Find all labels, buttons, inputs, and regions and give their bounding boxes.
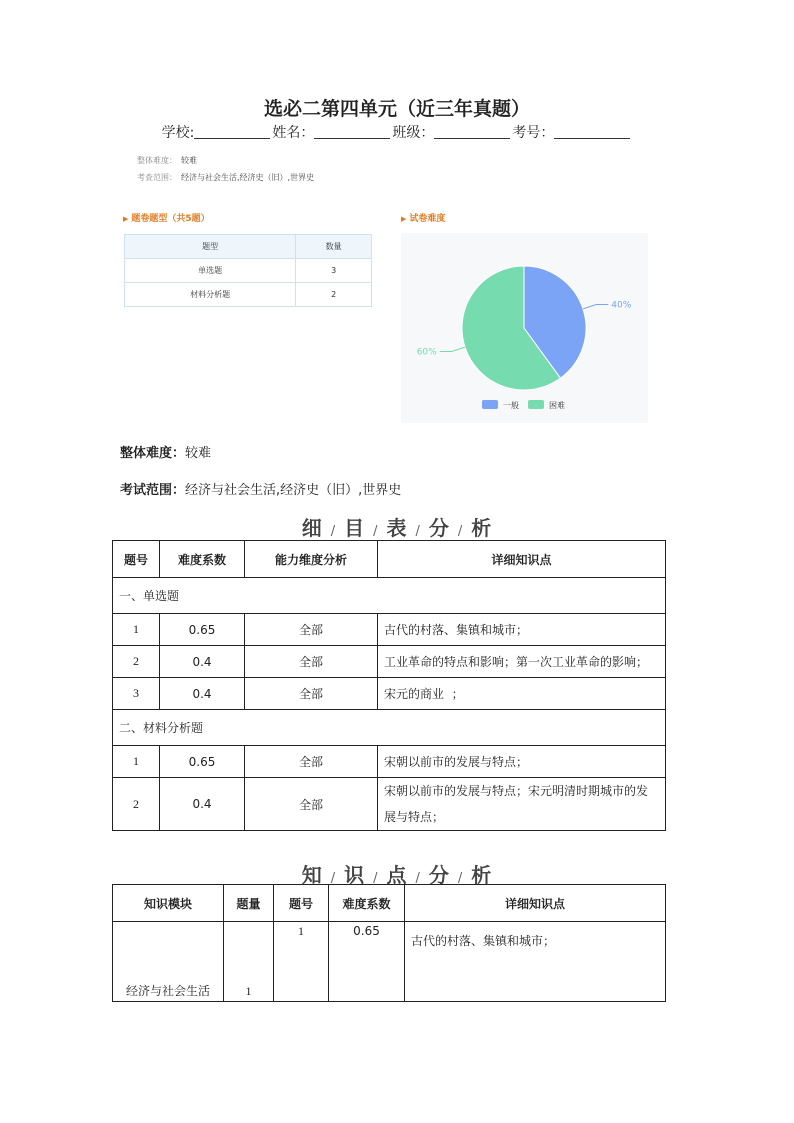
table-row — [125, 283, 372, 307]
question-number: 3 — [113, 678, 160, 710]
column-header: 题型 — [125, 235, 296, 259]
meta-scope-label: 考查范围： — [137, 173, 177, 182]
difficulty-coef: 0.4 — [160, 778, 245, 831]
pie-leader-line — [440, 347, 465, 351]
section-label: 一、单选题 — [113, 578, 666, 614]
difficulty-chart-heading: ▶ 试卷难度 — [401, 214, 446, 224]
table-row — [113, 922, 666, 1002]
summary-scope-label: 考试范围： — [120, 483, 186, 498]
table-cell: 3 — [296, 259, 372, 283]
knowledge-points: 古代的村落、集镇和城市； — [405, 922, 666, 1002]
question-number: 1 — [274, 922, 329, 1002]
legend-label: 一般 — [503, 401, 519, 410]
question-number: 2 — [113, 646, 160, 678]
school-label: 学校: — [161, 125, 195, 141]
meta-scope-value: 经济与社会生活,经济史（旧）,世界史 — [181, 173, 315, 182]
summary-difficulty — [120, 442, 211, 461]
knowledge-analysis-heading: 知 / 识 / 点 / 分 / 析 — [301, 863, 493, 887]
question-number: 2 — [113, 778, 160, 831]
meta-difficulty-label: 整体难度： — [137, 156, 177, 165]
table-row — [125, 259, 372, 283]
column-header: 知识模块 — [113, 885, 224, 922]
school-blank[interactable] — [194, 124, 270, 139]
pie-leader-line — [583, 305, 608, 309]
triangle-icon: ▶ — [123, 215, 129, 223]
legend-swatch — [528, 400, 544, 409]
column-header: 题量 — [224, 885, 274, 922]
knowledge-points: 古代的村落、集镇和城市； — [378, 614, 666, 646]
ability-dimension: 全部 — [245, 646, 378, 678]
exam-no-blank[interactable] — [554, 124, 630, 139]
column-header: 能力维度分析 — [245, 541, 378, 578]
difficulty-coef: 0.65 — [160, 614, 245, 646]
page-title: 选必二第四单元（近三年真题） — [263, 98, 530, 120]
detail-analysis-heading: 细 / 目 / 表 / 分 / 析 — [301, 516, 493, 540]
ability-dimension: 全部 — [245, 614, 378, 646]
pie-data-label: 60% — [416, 347, 437, 358]
knowledge-points: 宋朝以前市的发展与特点； — [378, 746, 666, 778]
meta-difficulty — [137, 155, 197, 166]
summary-scope-value: 经济与社会生活,经济史（旧）,世界史 — [185, 483, 402, 498]
column-header: 数量 — [296, 235, 372, 259]
table-row — [113, 778, 666, 831]
detail-table — [112, 540, 666, 831]
difficulty-coef: 0.65 — [329, 922, 405, 1002]
table-cell: 单选题 — [125, 259, 296, 283]
question-number: 1 — [113, 614, 160, 646]
table-header-row — [113, 885, 666, 922]
knowledge-points: 宋元的商业 ； — [378, 678, 666, 710]
summary-difficulty-value: 较难 — [185, 446, 212, 461]
table-cell: 2 — [296, 283, 372, 307]
difficulty-pie-chart — [401, 233, 648, 423]
table-row — [113, 746, 666, 778]
pie-data-label: 40% — [611, 300, 632, 311]
meta-difficulty-value: 较难 — [181, 156, 197, 165]
column-header: 题号 — [274, 885, 329, 922]
column-header: 详细知识点 — [405, 885, 666, 922]
difficulty-coef: 0.65 — [160, 746, 245, 778]
column-header: 难度系数 — [160, 541, 245, 578]
section-row — [113, 710, 666, 746]
question-count: 1 — [224, 922, 274, 1002]
knowledge-table — [112, 884, 666, 1002]
name-blank[interactable] — [314, 124, 390, 139]
column-header: 详细知识点 — [378, 541, 666, 578]
knowledge-points: 工业革命的特点和影响；第一次工业革命的影响； — [378, 646, 666, 678]
difficulty-coef: 0.4 — [160, 646, 245, 678]
summary-scope — [120, 479, 401, 498]
question-types-table — [124, 234, 372, 307]
difficulty-coef: 0.4 — [160, 678, 245, 710]
column-header: 题号 — [113, 541, 160, 578]
section-label: 二、材料分析题 — [113, 710, 666, 746]
table-row — [113, 614, 666, 646]
ability-dimension: 全部 — [245, 778, 378, 831]
legend-label: 困难 — [549, 401, 565, 410]
ability-dimension: 全部 — [245, 746, 378, 778]
table-row — [113, 646, 666, 678]
class-label: 班级： — [392, 125, 435, 141]
question-types-heading: ▶ 题卷题型（共5题） — [123, 214, 210, 224]
student-info-line — [0, 122, 794, 142]
difficulty-pie-panel — [401, 233, 648, 423]
triangle-icon: ▶ — [401, 215, 407, 223]
table-header-row — [113, 541, 666, 578]
exam-no-label: 考号： — [512, 125, 555, 141]
class-blank[interactable] — [434, 124, 510, 139]
knowledge-points: 宋朝以前市的发展与特点；宋元明清时期城市的发展与特点； — [378, 778, 666, 831]
question-number: 1 — [113, 746, 160, 778]
ability-dimension: 全部 — [245, 678, 378, 710]
table-row — [113, 678, 666, 710]
summary-difficulty-label: 整体难度： — [120, 446, 186, 461]
table-header-row — [125, 235, 372, 259]
legend-swatch — [482, 400, 498, 409]
table-cell: 材料分析题 — [125, 283, 296, 307]
name-label: 姓名： — [272, 125, 315, 141]
meta-scope — [137, 172, 314, 183]
column-header: 难度系数 — [329, 885, 405, 922]
knowledge-module: 经济与社会生活 — [113, 922, 224, 1002]
section-row — [113, 578, 666, 614]
